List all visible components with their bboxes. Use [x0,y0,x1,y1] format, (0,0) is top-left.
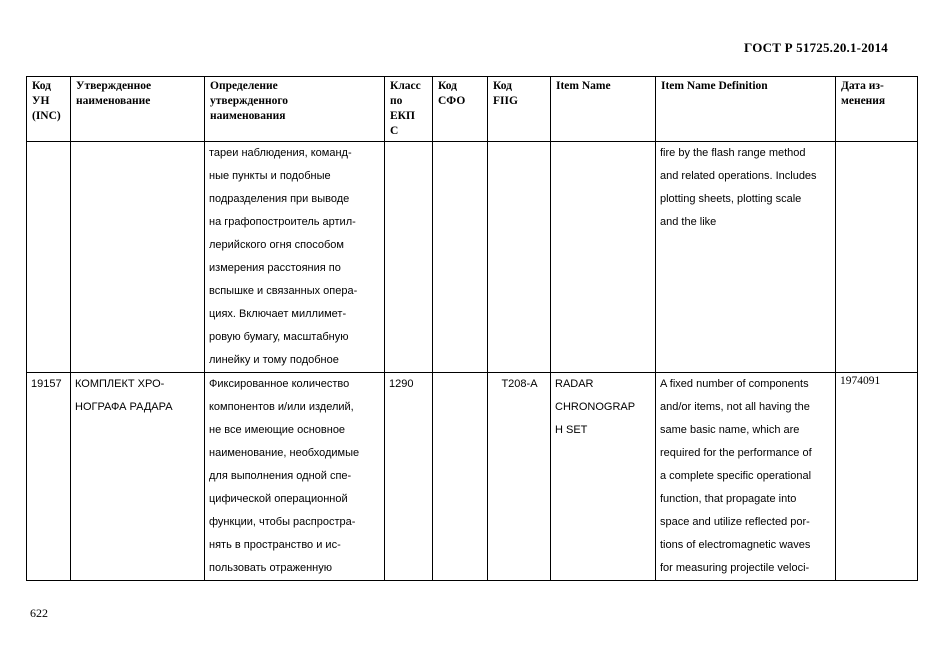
column-header-change-date: Дата из- менения [836,77,918,142]
cell-definition: тареи наблюдения, команд- ные пункты и подобные подразделения при выводе на графопостроитель артил- лерийского огня способом измерения расстояния по вспышке и связанных опера- циях. Включает миллимет- ровую бумагу, масштабную линейку и тому подобное [205,142,385,373]
column-header-inc: Код УН (INC) [27,77,71,142]
column-header-sfo: Код СФО [433,77,488,142]
cell-fiig: T208-A [488,373,551,581]
cell-sfo [433,373,488,581]
cell-inc: 19157 [27,373,71,581]
table-row [27,373,918,581]
cell-item-name-definition: A fixed number of components and/or items, not all having the same basic name, which are required for the performance of a complete specific operational function, that propagate into space and utilize reflected por- tions of electromagnetic waves for measuring projectile veloci- [656,373,836,581]
column-header-item-name-definition: Item Name Definition [656,77,836,142]
cell-definition: Фиксированное количество компонентов и/или изделий, не все имеющие основное наименование, необходимые для выполнения одной спе- цифической операционной функции, чтобы распростра- нять в пространство и ис- пользовать отраженную [205,373,385,581]
table-header-row [27,77,918,142]
cell-item-name: RADAR CHRONOGRAP H SET [551,373,656,581]
cell-change-date [836,142,918,373]
table-row [27,142,918,373]
column-header-definition: Определение утвержденного наименования [205,77,385,142]
cell-class [385,142,433,373]
column-header-approved-name: Утвержденное наименование [71,77,205,142]
column-header-item-name: Item Name [551,77,656,142]
cell-inc [27,142,71,373]
cell-sfo [433,142,488,373]
cell-fiig [488,142,551,373]
document-title: ГОСТ Р 51725.20.1-2014 [744,40,888,55]
cell-approved-name [71,142,205,373]
cell-approved-name: КОМПЛЕКТ ХРО- НОГРАФА РАДАРА [71,373,205,581]
column-header-class: Класс по ЕКП С [385,77,433,142]
cell-item-name [551,142,656,373]
cell-item-name-definition: fire by the flash range method and related operations. Includes plotting sheets, plotting scale and the like [656,142,836,373]
column-header-fiig: Код FIIG [488,77,551,142]
cell-change-date: 1974091 [836,373,918,581]
nomenclature-table [26,76,918,581]
page-number: 622 [30,606,48,620]
cell-class: 1290 [385,373,433,581]
